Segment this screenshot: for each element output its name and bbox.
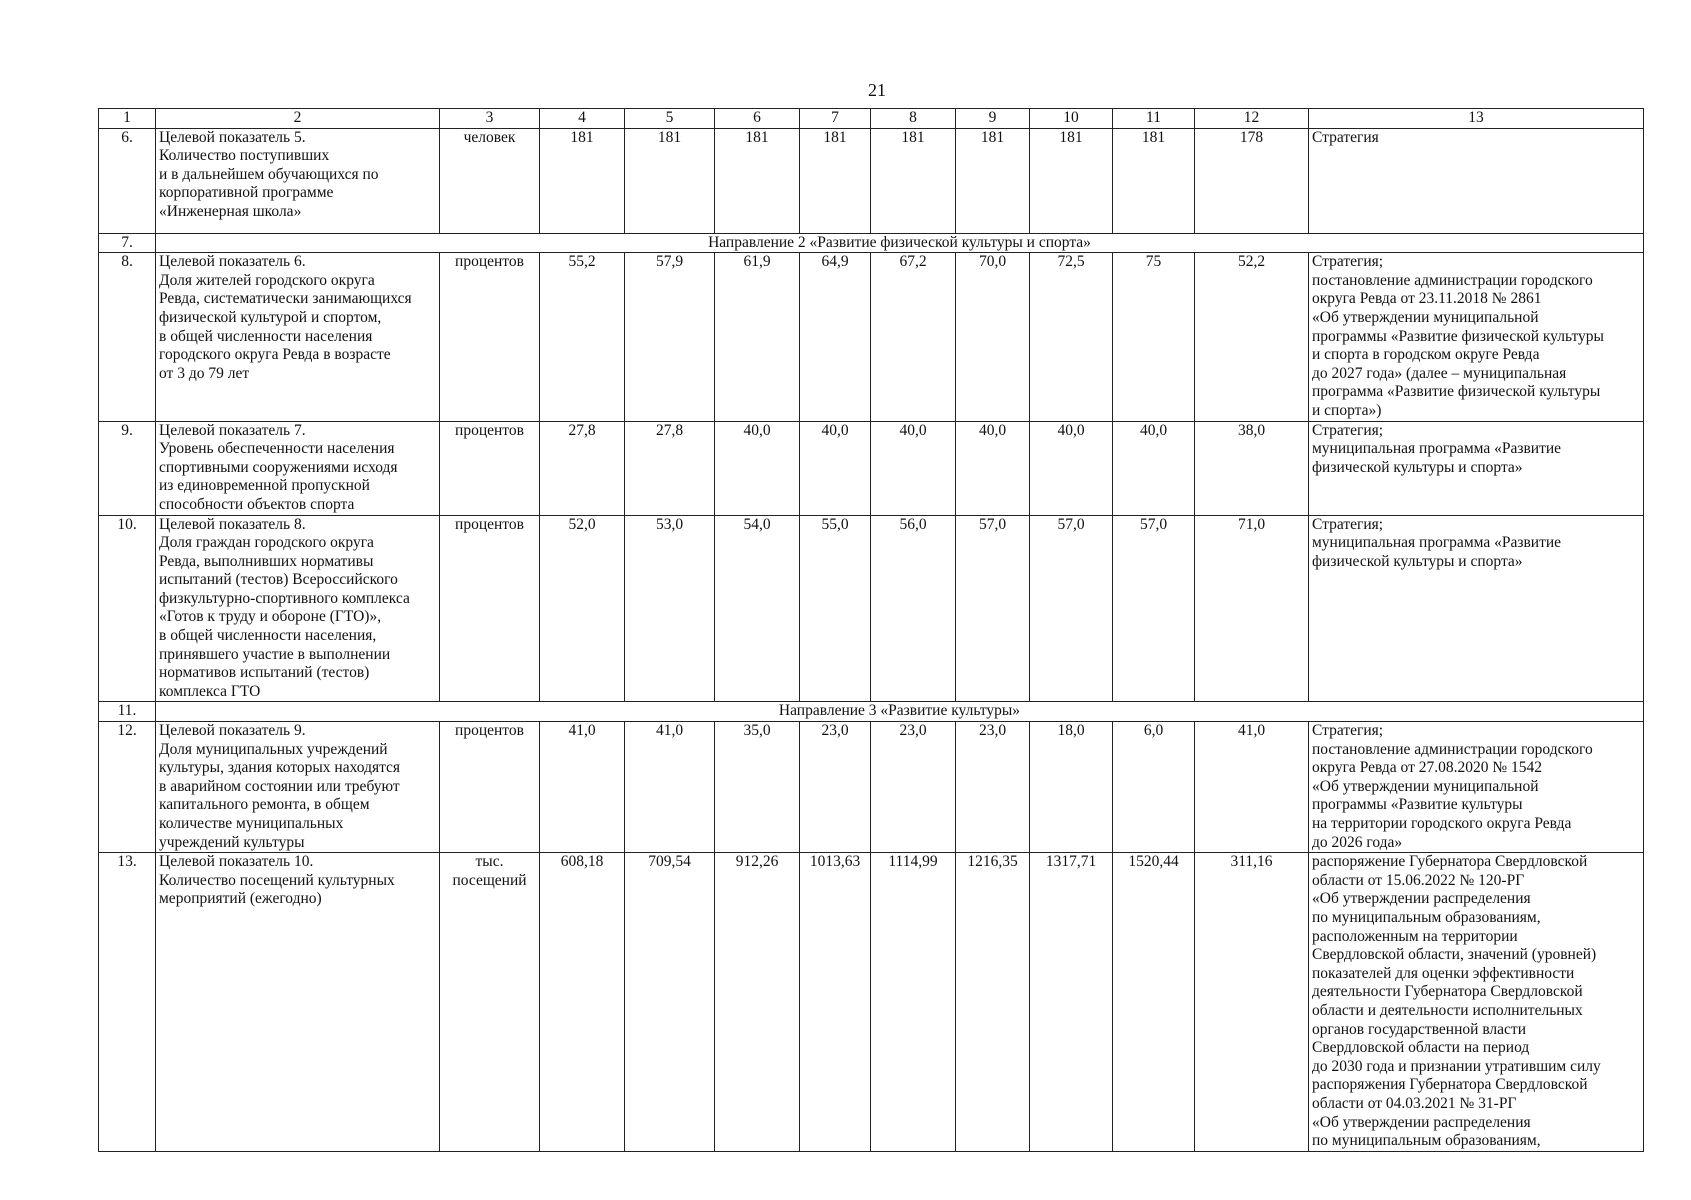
column-header: 10: [1030, 109, 1113, 129]
value-cell: 40,0: [871, 421, 956, 515]
value-cell: 181: [956, 128, 1030, 233]
value-cell: 40,0: [956, 421, 1030, 515]
row-number: 12.: [99, 722, 156, 853]
value-cell: 23,0: [871, 722, 956, 853]
value-cell: 61,9: [715, 253, 800, 421]
value-cell: 178: [1195, 128, 1309, 233]
value-cell: 1317,71: [1030, 853, 1113, 1152]
value-cell: 1216,35: [956, 853, 1030, 1152]
value-cell: 56,0: [871, 515, 956, 702]
value-cell: 1520,44: [1113, 853, 1195, 1152]
column-header: 5: [625, 109, 715, 129]
table-row: [99, 853, 1644, 1152]
section-row: [99, 702, 1644, 722]
column-header: 7: [800, 109, 871, 129]
value-cell: 181: [1030, 128, 1113, 233]
unit-cell: процентов: [440, 515, 540, 702]
value-cell: 181: [871, 128, 956, 233]
value-cell: 57,9: [625, 253, 715, 421]
value-cell: 23,0: [956, 722, 1030, 853]
value-cell: 35,0: [715, 722, 800, 853]
value-cell: 40,0: [1030, 421, 1113, 515]
indicator-name: Целевой показатель 9. Доля муниципальных учреждений культуры, здания которых находятся в аварийном состоянии или требуют капитального ремонта, в общем количестве муниципальных учреждений культуры: [156, 722, 440, 853]
column-header: 11: [1113, 109, 1195, 129]
value-cell: 27,8: [540, 421, 625, 515]
source-document: Стратегия; постановление администрации городского округа Ревда от 23.11.2018 № 2861 «Об утверждении муниципальной программы «Развитие физической культуры и спорта в городском округе Ревда до 2027 года» (далее – муниципальная программа «Развитие физической культуры и спорта»): [1309, 253, 1644, 421]
column-header: 13: [1309, 109, 1644, 129]
value-cell: 54,0: [715, 515, 800, 702]
source-document: Стратегия: [1309, 128, 1644, 233]
indicator-name: Целевой показатель 6. Доля жителей городского округа Ревда, систематически занимающихся физической культурой и спортом, в общей численности населения городского округа Ревда в возрасте от 3 до 79 лет: [156, 253, 440, 421]
row-number: 8.: [99, 253, 156, 421]
value-cell: 57,0: [956, 515, 1030, 702]
section-row: [99, 233, 1644, 253]
source-document: Стратегия; постановление администрации городского округа Ревда от 27.08.2020 № 1542 «Об утверждении муниципальной программы «Развитие культуры на территории городского округа Ревда до 2026 года»: [1309, 722, 1644, 853]
value-cell: 67,2: [871, 253, 956, 421]
value-cell: 912,26: [715, 853, 800, 1152]
value-cell: 57,0: [1113, 515, 1195, 702]
source-document: распоряжение Губернатора Свердловской области от 15.06.2022 № 120-РГ «Об утверждении распределения по муниципальным образованиям, расположенным на территории Свердловской области, значений (уровней) показателей для оценки эффективности деятельности Губернатора Свердловской области и деятельности исполнительных органов государственной власти Свердловской области на период до 2030 года и признании утратившим силу распоряжения Губернатора Свердловской области от 04.03.2021 № 31-РГ «Об утверждении распределения по муниципальным образованиям,: [1309, 853, 1644, 1152]
table-row: [99, 128, 1644, 233]
unit-cell: процентов: [440, 722, 540, 853]
value-cell: 64,9: [800, 253, 871, 421]
row-number: 7.: [99, 233, 156, 253]
column-header: 2: [156, 109, 440, 129]
value-cell: 40,0: [1113, 421, 1195, 515]
unit-cell: процентов: [440, 421, 540, 515]
value-cell: 1114,99: [871, 853, 956, 1152]
value-cell: 709,54: [625, 853, 715, 1152]
indicator-name: Целевой показатель 8. Доля граждан городского округа Ревда, выполнивших нормативы испытаний (тестов) Всероссийского физкультурно-спортивного комплекса «Готов к труду и обороне (ГТО)», в общей численности населения, принявшего участие в выполнении нормативов испытаний (тестов) комплекса ГТО: [156, 515, 440, 702]
value-cell: 40,0: [800, 421, 871, 515]
table-row: [99, 253, 1644, 421]
column-header: 6: [715, 109, 800, 129]
row-number: 6.: [99, 128, 156, 233]
unit-cell: человек: [440, 128, 540, 233]
table-body: [99, 109, 1644, 1152]
value-cell: 75: [1113, 253, 1195, 421]
column-header: 9: [956, 109, 1030, 129]
value-cell: 55,2: [540, 253, 625, 421]
value-cell: 41,0: [625, 722, 715, 853]
value-cell: 27,8: [625, 421, 715, 515]
table-row: [99, 515, 1644, 702]
value-cell: 40,0: [715, 421, 800, 515]
value-cell: 72,5: [1030, 253, 1113, 421]
value-cell: 608,18: [540, 853, 625, 1152]
value-cell: 41,0: [540, 722, 625, 853]
value-cell: 71,0: [1195, 515, 1309, 702]
row-number: 9.: [99, 421, 156, 515]
value-cell: 38,0: [1195, 421, 1309, 515]
value-cell: 53,0: [625, 515, 715, 702]
indicators-table: [98, 108, 1644, 1152]
column-header: 8: [871, 109, 956, 129]
row-number: 10.: [99, 515, 156, 702]
value-cell: 181: [1113, 128, 1195, 233]
row-number: 13.: [99, 853, 156, 1152]
row-number: 11.: [99, 702, 156, 722]
value-cell: 41,0: [1195, 722, 1309, 853]
value-cell: 57,0: [1030, 515, 1113, 702]
section-title: Направление 2 «Развитие физической культуры и спорта»: [156, 233, 1644, 253]
value-cell: 181: [715, 128, 800, 233]
source-document: Стратегия; муниципальная программа «Развитие физической культуры и спорта»: [1309, 515, 1644, 702]
column-header: 4: [540, 109, 625, 129]
value-cell: 18,0: [1030, 722, 1113, 853]
column-header: 3: [440, 109, 540, 129]
page-number: 21: [868, 80, 886, 100]
section-title: Направление 3 «Развитие культуры»: [156, 702, 1644, 722]
value-cell: 1013,63: [800, 853, 871, 1152]
indicator-name: Целевой показатель 10. Количество посещений культурных мероприятий (ежегодно): [156, 853, 440, 1152]
source-document: Стратегия; муниципальная программа «Развитие физической культуры и спорта»: [1309, 421, 1644, 515]
unit-cell: процентов: [440, 253, 540, 421]
value-cell: 55,0: [800, 515, 871, 702]
column-number-header-row: [99, 109, 1644, 129]
value-cell: 181: [625, 128, 715, 233]
table-row: [99, 722, 1644, 853]
column-header: 1: [99, 109, 156, 129]
value-cell: 23,0: [800, 722, 871, 853]
value-cell: 181: [540, 128, 625, 233]
indicator-name: Целевой показатель 5. Количество поступивших и в дальнейшем обучающихся по корпоративной программе «Инженерная школа»: [156, 128, 440, 233]
table-row: [99, 421, 1644, 515]
value-cell: 70,0: [956, 253, 1030, 421]
unit-cell: тыс. посещений: [440, 853, 540, 1152]
value-cell: 181: [800, 128, 871, 233]
indicator-name: Целевой показатель 7. Уровень обеспеченности населения спортивными сооружениями исходя из единовременной пропускной способности объектов спорта: [156, 421, 440, 515]
value-cell: 311,16: [1195, 853, 1309, 1152]
value-cell: 6,0: [1113, 722, 1195, 853]
value-cell: 52,2: [1195, 253, 1309, 421]
value-cell: 52,0: [540, 515, 625, 702]
column-header: 12: [1195, 109, 1309, 129]
